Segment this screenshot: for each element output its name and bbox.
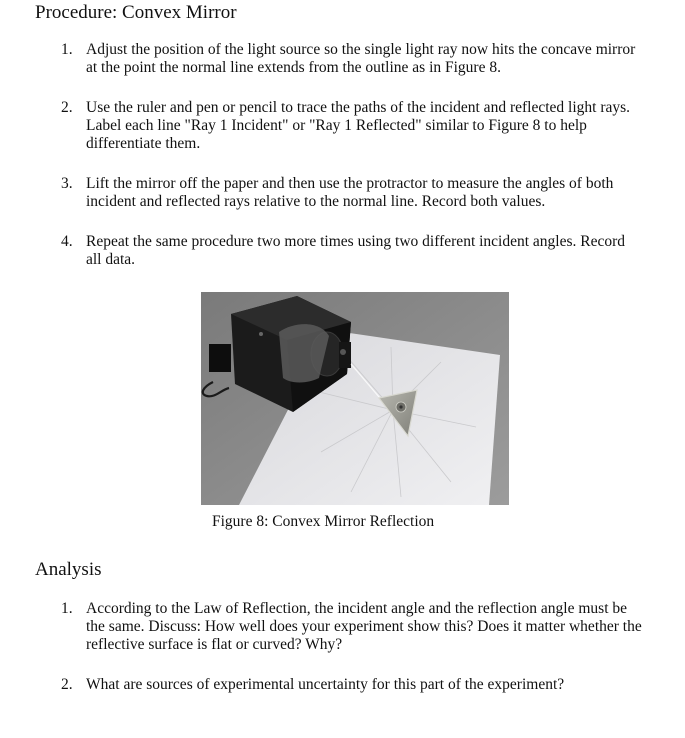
question-text-line: the same. Discuss: How well does your experiment show this? Does it matter whether the — [86, 618, 642, 635]
procedure-step — [0, 41, 685, 77]
step-text-line: differentiate them. — [86, 135, 201, 152]
step-text-line: incident and reflected rays relative to the normal line. Record both values. — [86, 193, 546, 210]
light-box-and-mirror-image — [201, 292, 509, 505]
step-text-line: Repeat the same procedure two more times using two different incident angles. Record — [86, 233, 626, 250]
figure-caption: Figure 8: Convex Mirror Reflection — [212, 513, 435, 530]
step-text-line: Use the ruler and pen or pencil to trace the paths of the incident and reflected light rays. — [86, 99, 631, 116]
procedure-heading: Procedure: Convex Mirror — [35, 2, 237, 23]
procedure-steps-list — [0, 41, 685, 291]
step-text-line: Label each line "Ray 1 Incident" or "Ray 1 Reflected" similar to Figure 8 to help — [86, 117, 587, 134]
step-number: 1. — [61, 41, 73, 58]
analysis-question — [0, 600, 685, 654]
step-number: 2. — [61, 99, 73, 116]
procedure-step — [0, 233, 685, 269]
step-text-line: at the point the normal line extends from the outline as in Figure 8. — [86, 59, 501, 76]
question-number: 1. — [61, 600, 73, 617]
analysis-heading: Analysis — [35, 559, 102, 580]
step-text-line: Lift the mirror off the paper and then use the protractor to measure the angles of both — [86, 175, 614, 192]
step-number: 4. — [61, 233, 73, 250]
question-text-line: What are sources of experimental uncertainty for this part of the experiment? — [86, 676, 565, 693]
procedure-step — [0, 175, 685, 211]
step-number: 3. — [61, 175, 73, 192]
question-text-line: According to the Law of Reflection, the incident angle and the reflection angle must be — [86, 600, 628, 617]
question-number: 2. — [61, 676, 73, 693]
figure-photo — [201, 292, 509, 505]
analysis-question — [0, 676, 685, 694]
step-text-line: all data. — [86, 251, 136, 268]
step-text-line: Adjust the position of the light source so the single light ray now hits the concave mirror — [86, 41, 636, 58]
analysis-questions-list — [0, 600, 685, 716]
procedure-step — [0, 99, 685, 153]
question-text-line: reflective surface is flat or curved? Why? — [86, 636, 343, 653]
